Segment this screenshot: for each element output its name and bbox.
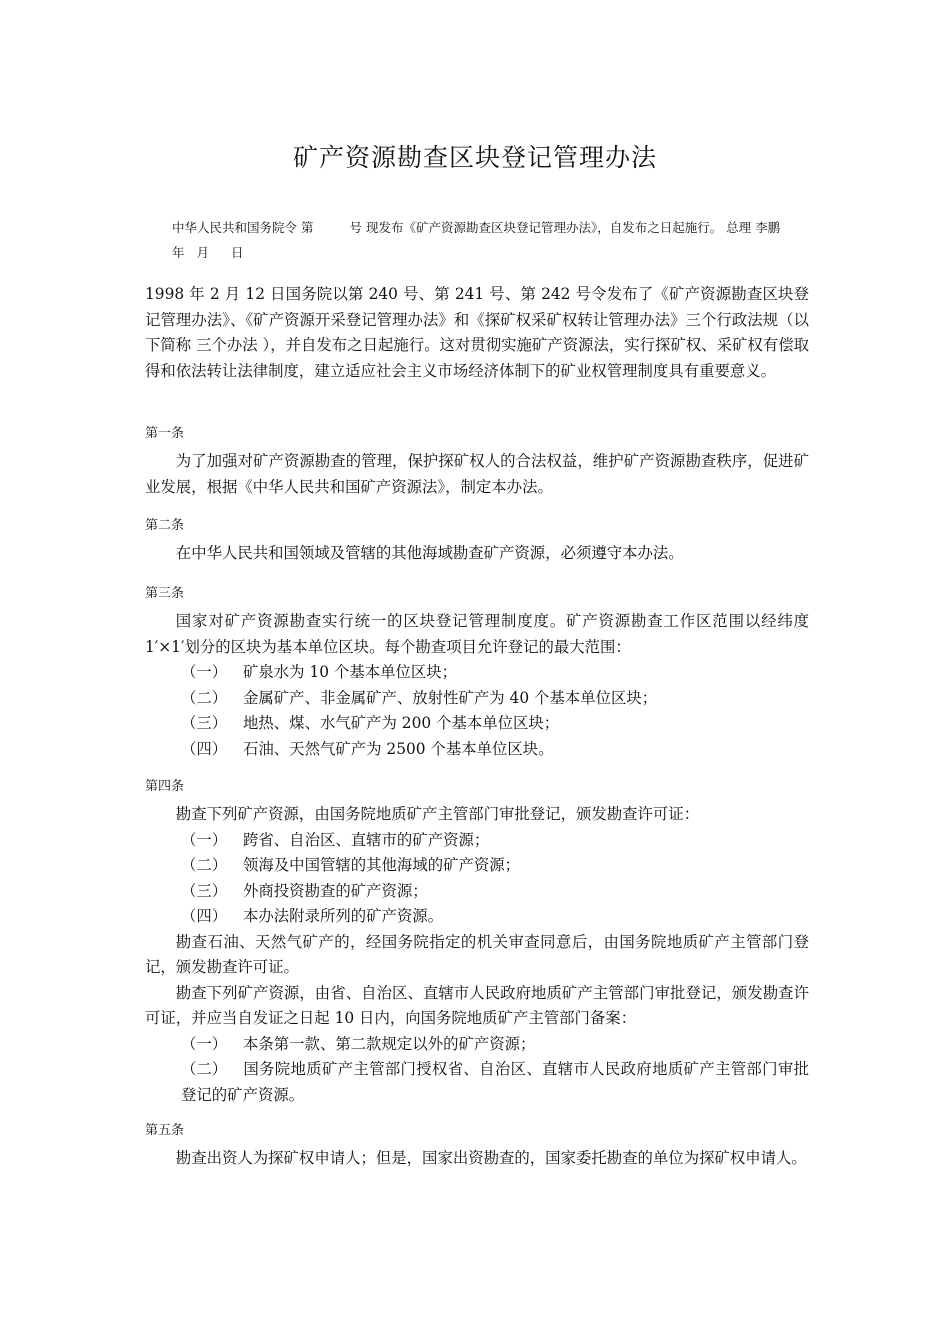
article-5-body — [145, 1146, 809, 1172]
article-paragraph: 勘查石油、天然气矿产的，经国务院指定的机关审查同意后，由国务院地质矿产主管部门登记，颁发勘查许可证。 — [145, 932, 809, 976]
list-item: （一） 矿泉水为 10 个基本单位区块； — [181, 663, 458, 681]
article-1-body — [145, 449, 809, 500]
article-paragraph: 勘查出资人为探矿权申请人；但是，国家出资勘查的，国家委托勘查的单位为探矿权申请人。 — [175, 1149, 807, 1167]
list-item: （三） 地热、煤、水气矿产为 200 个基本单位区块； — [181, 714, 560, 732]
document-title: 矿产资源勘查区块登记管理办法 — [292, 143, 657, 172]
list-item: （二） 金属矿产、非金属矿产、放射性矿产为 40 个基本单位区块； — [181, 688, 658, 707]
article-4-body — [145, 802, 809, 1108]
article-paragraph: 为了加强对矿产资源勘查的管理，保护探矿权人的合法权益，维护矿产资源勘查秩序，促进矿业发展，根据《中华人民共和国矿产资源法》，制定本办法。 — [145, 452, 809, 496]
decree-year: 年 — [172, 245, 185, 260]
article-3-heading: 第三条 — [145, 586, 185, 601]
article-5-heading: 第五条 — [145, 1123, 185, 1138]
article-4-heading: 第四条 — [145, 779, 185, 794]
article-paragraph: 在中华人民共和国领域及管辖的其他海域勘查矿产资源，必须遵守本办法。 — [175, 544, 684, 562]
decree-text: 号 现发布《矿产资源勘查区块登记管理办法》，自发布之日起施行。 总理 李鹏 — [349, 220, 781, 235]
list-item: （四） 本办法附录所列的矿产资源。 — [181, 907, 444, 925]
article-paragraph: 勘查下列矿产资源，由国务院地质矿产主管部门审批登记，颁发勘查许可证： — [175, 805, 700, 823]
intro-paragraph: 1998 年 2 月 12 日国务院以第 240 号、第 241 号、第 242 号令发布了《矿产资源勘查区块登记管理办法》、《矿产资源开采登记管理办法》和《探矿权采矿权转让管理办法》三个行政法规（以下简称 三个办法 ），并自发布之日起施行。这对贯彻实施矿产资源法，实行探矿权、采矿权有偿取得和依法转让法律制度，建立适应社会主义市场经济体制下的矿业权管理制度具有重要意义。 — [145, 285, 809, 380]
article-2-body — [145, 541, 809, 567]
decree-day: 日 — [231, 245, 244, 260]
decree-line-1 — [172, 215, 822, 240]
article-2-heading: 第二条 — [145, 518, 185, 533]
article-3-body — [145, 609, 809, 762]
list-item: （二） 领海及中国管辖的其他海域的矿产资源； — [181, 856, 521, 874]
article-paragraph: 勘查下列矿产资源，由省、自治区、直辖市人民政府地质矿产主管部门审批登记，颁发勘查许可证，并应当自发证之日起 10 日内，向国务院地质矿产主管部门备案： — [145, 983, 809, 1027]
list-item: （一） 跨省、自治区、直辖市的矿产资源； — [181, 830, 490, 849]
decree-line-2 — [172, 240, 822, 265]
list-item: （一） 本条第一款、第二款规定以外的矿产资源； — [181, 1034, 536, 1053]
list-item: （二） 国务院地质矿产主管部门授权省、自治区、直辖市人民政府地质矿产主管部门审批登记的矿产资源。 — [181, 1060, 809, 1104]
article-1-heading: 第一条 — [145, 426, 185, 441]
decree-month: 月 — [196, 245, 210, 260]
list-item: （三） 外商投资勘查的矿产资源； — [181, 881, 428, 900]
article-paragraph: 国家对矿产资源勘查实行统一的区块登记管理制度度。矿产资源勘查工作区范围以经纬度 1′×1′划分的区块为基本单位区块。每个勘查项目允许登记的最大范围： — [145, 612, 809, 656]
decree-prefix: 中华人民共和国务院令 第 — [172, 220, 314, 235]
list-item: （四） 石油、天然气矿产为 2500 个基本单位区块。 — [181, 739, 554, 758]
decree-note — [172, 215, 822, 265]
